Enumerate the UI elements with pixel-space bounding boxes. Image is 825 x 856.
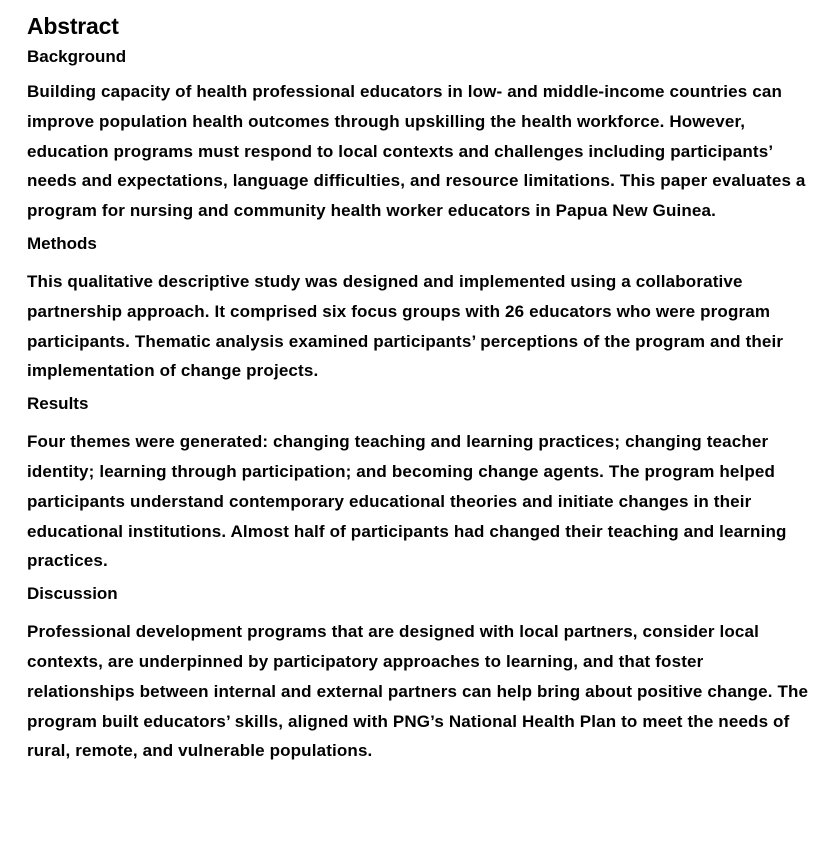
background-text: Building capacity of health professional educators in low- and middle-income countries can improve population health outcomes through upskilling the health workforce. However, education programs must respond to local contexts and challenges including participants’ needs and expectations, language difficulties, and resource limitations. This paper evaluates a program for nursing and community health worker educators in Papua New Guinea.: [27, 82, 806, 221]
results-section: [27, 393, 809, 576]
methods-heading: Methods: [27, 233, 97, 253]
methods-section: [27, 233, 809, 386]
abstract-title: Abstract: [27, 13, 119, 39]
discussion-heading: Discussion: [27, 584, 118, 604]
methods-text: This qualitative descriptive study was designed and implemented using a collaborative partnership approach. It comprised six focus groups with 26 educators who were program participants. Thematic analysis examined participants’ perceptions of the program and their implementation of change projects.: [27, 271, 784, 381]
results-heading: Results: [27, 394, 89, 414]
background-heading: Background: [27, 47, 127, 66]
background-section: [27, 46, 809, 226]
results-text: Four themes were generated: changing teaching and learning practices; changing teacher identity; learning through participation; and becoming change agents. The program helped participants understand contemporary educational theories and initiate changes in their educational institutions. Almost half of participants had changed their teaching and learning practices.: [27, 432, 787, 571]
discussion-text: Professional development programs that are designed with local partners, consider local contexts, are underpinned by participatory approaches to learning, and that foster relationships between internal and external partners can help bring about positive change. The program built educators’ skills, aligned with PNG’s National Health Plan to meet the needs of rural, remote, and vulnerable populations.: [27, 622, 809, 761]
discussion-section: [27, 583, 809, 766]
